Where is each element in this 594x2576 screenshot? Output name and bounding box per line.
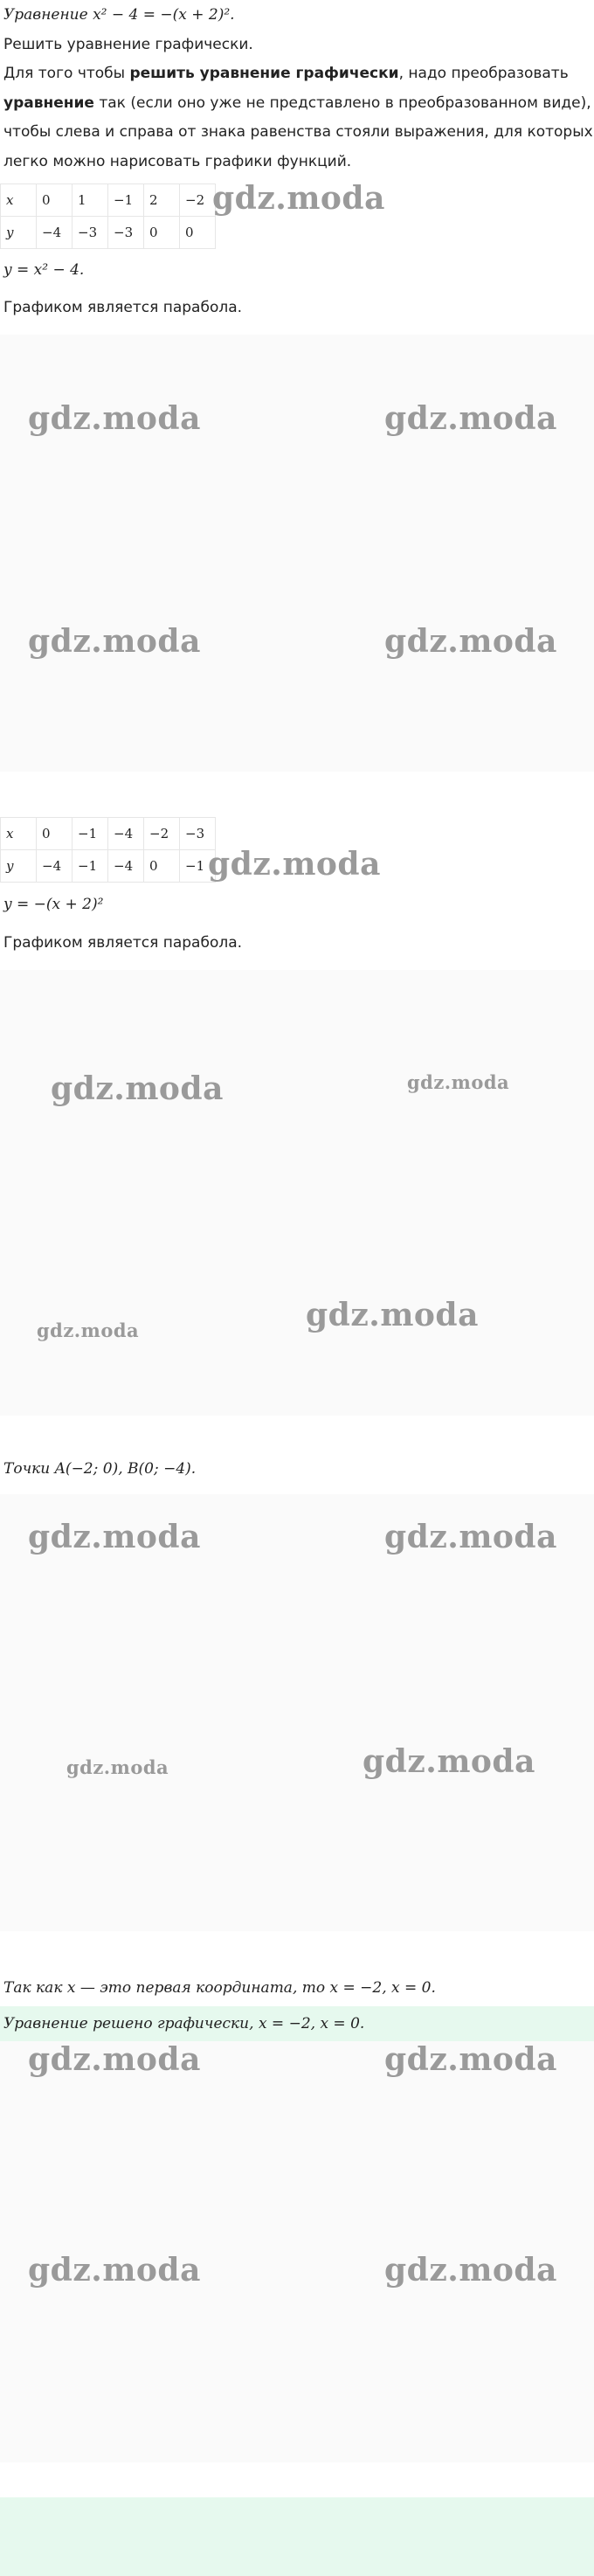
watermark: gdz.moda: [28, 2252, 201, 2289]
table-cell: x: [1, 184, 37, 217]
explanation-line-1: [3, 64, 569, 83]
graph-3: [0, 1494, 594, 1931]
explanation-line-2: [3, 93, 591, 113]
table-cell: y: [1, 217, 37, 249]
equation-title: Уравнение x² − 4 = −(x + 2)².: [3, 6, 235, 24]
conclusion-1: Так как x — это первая координата, то x = −2, x = 0.: [3, 1979, 436, 1997]
function-1-note: Графиком является парабола.: [3, 299, 243, 316]
table-cell: −3: [73, 217, 108, 249]
bottom-highlight: [0, 2497, 594, 2576]
table-cell: 0: [180, 217, 216, 249]
table-cell: 0: [144, 850, 180, 883]
table-cell: −4: [37, 217, 73, 249]
table-cell: −1: [73, 818, 108, 850]
table-cell: −2: [144, 818, 180, 850]
text-part: так (если оно уже не представлено в преобразованном виде),: [93, 94, 591, 112]
table-cell: 0: [144, 217, 180, 249]
table-cell: −2: [180, 184, 216, 217]
watermark: gdz.moda: [66, 1756, 169, 1778]
text-part: , надо преобразовать: [398, 65, 569, 82]
table-cell: 0: [37, 184, 73, 217]
watermark: gdz.moda: [363, 1743, 535, 1780]
watermark: gdz.moda: [384, 2041, 557, 2078]
watermark: gdz.moda: [37, 1319, 140, 1341]
function-1: y = x² − 4.: [3, 261, 85, 279]
graph-1: [0, 335, 594, 772]
table-cell: y: [1, 850, 37, 883]
watermark: gdz.moda: [306, 1297, 479, 1333]
table-cell: 2: [144, 184, 180, 217]
conclusion-2: Уравнение решено графически, x = −2, x = 0.: [3, 2015, 365, 2032]
table-cell: 1: [73, 184, 108, 217]
text-part: Для того чтобы: [3, 65, 130, 82]
graph-4: [0, 2041, 594, 2462]
function-2-note: Графиком является парабола.: [3, 934, 243, 952]
table-cell: −1: [180, 850, 216, 883]
watermark: gdz.moda: [407, 1071, 510, 1093]
table-cell: −3: [180, 818, 216, 850]
table-cell: −4: [37, 850, 73, 883]
bold-phrase: уравнение: [3, 94, 94, 112]
table-cell: x: [1, 818, 37, 850]
points-text: Точки A(−2; 0), B(0; −4).: [3, 1460, 197, 1478]
explanation-line-3: чтобы слева и справа от знака равенства стояли выражения, для которых: [3, 123, 593, 141]
task-text: Решить уравнение графически.: [3, 36, 253, 53]
watermark: gdz.moda: [384, 2252, 557, 2289]
bold-phrase: решить уравнение графически: [129, 65, 399, 82]
watermark: gdz.moda: [384, 623, 557, 660]
table-cell: −1: [73, 850, 108, 883]
graph-2: [0, 970, 594, 1416]
explanation-line-4: легко можно нарисовать графики функций.: [3, 153, 352, 170]
watermark: gdz.moda: [208, 846, 381, 883]
watermark: gdz.moda: [28, 400, 201, 437]
watermark: gdz.moda: [28, 623, 201, 660]
table-cell: −3: [108, 217, 144, 249]
table-row: [1, 217, 216, 249]
table-row: [1, 850, 216, 883]
watermark: gdz.moda: [28, 1519, 201, 1555]
table-cell: −4: [108, 818, 144, 850]
table-cell: −1: [108, 184, 144, 217]
watermark: gdz.moda: [28, 2041, 201, 2078]
watermark: gdz.moda: [384, 1519, 557, 1555]
watermark: gdz.moda: [51, 1070, 224, 1107]
function-2: y = −(x + 2)²: [3, 896, 104, 913]
values-table-2: [0, 817, 216, 883]
watermark: gdz.moda: [384, 400, 557, 437]
table-cell: −4: [108, 850, 144, 883]
values-table-1: [0, 184, 216, 249]
watermark: gdz.moda: [212, 180, 385, 217]
table-row: [1, 818, 216, 850]
table-cell: 0: [37, 818, 73, 850]
table-row: [1, 184, 216, 217]
answer-highlight: [0, 2006, 594, 2041]
